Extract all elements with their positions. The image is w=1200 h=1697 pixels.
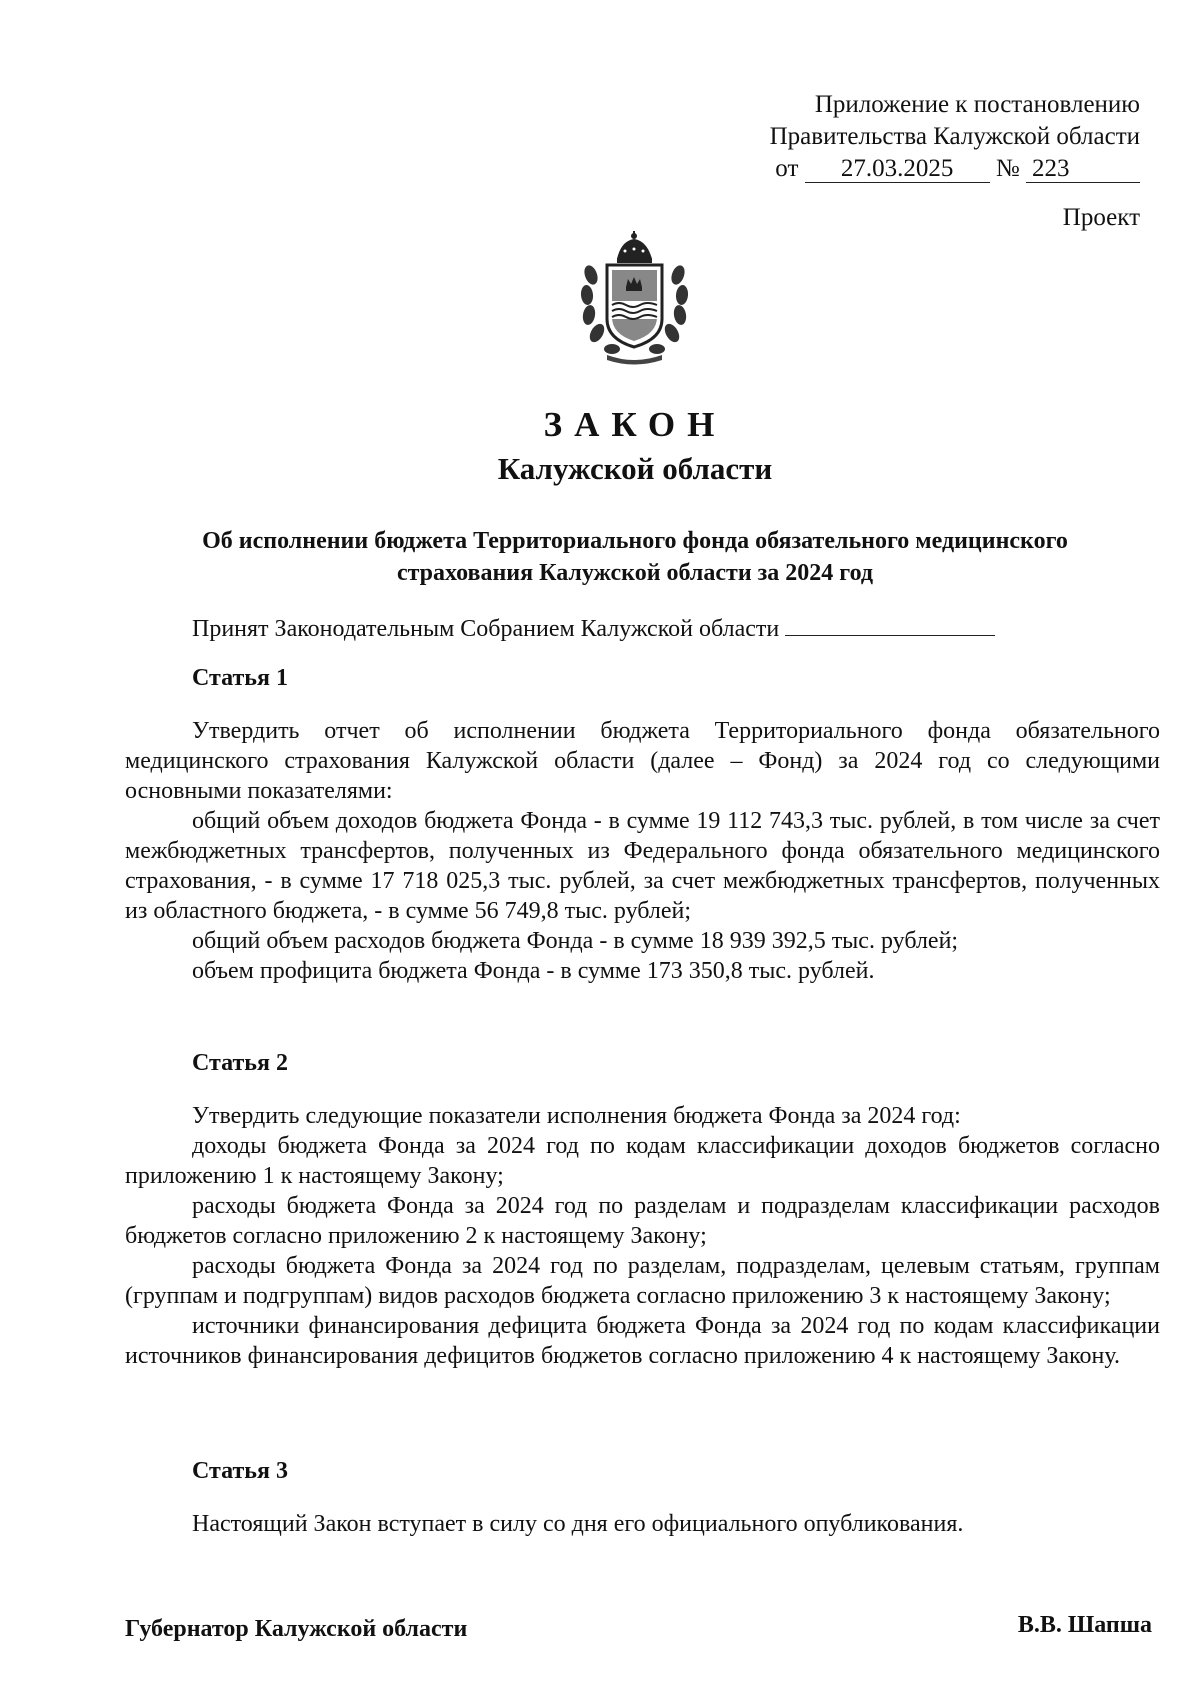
project-label: Проект — [1062, 204, 1140, 231]
article-1 — [125, 663, 1160, 986]
article-2-paragraph: расходы бюджета Фонда за 2024 год по разделам и подразделам классификации расходов бюджетов согласно приложению 2 к настоящему Закону; — [125, 1193, 1160, 1249]
adoption-text: Принят Законодательным Собранием Калужской области — [192, 616, 780, 642]
article-2-paragraph: расходы бюджета Фонда за 2024 год по разделам, подразделам, целевым статьям, группам (группам и подгруппам) видов расходов бюджета согласно приложению 3 к настоящему Закону; — [125, 1253, 1160, 1309]
resolution-number: 223 — [1026, 156, 1140, 183]
article-2-heading: Статья 2 — [192, 1050, 288, 1076]
article-3-paragraph: Настоящий Закон вступает в силу со дня его официального опубликования. — [192, 1511, 964, 1537]
article-2-paragraph: Утвердить следующие показатели исполнения бюджета Фонда за 2024 год: — [192, 1103, 961, 1129]
article-2-paragraph: источники финансирования дефицита бюджета Фонда за 2024 год по кодам классификации источников финансирования дефицитов бюджетов согласно приложению 4 к настоящему Закону. — [125, 1313, 1160, 1369]
article-3-heading: Статья 3 — [192, 1458, 288, 1484]
article-1-paragraph: общий объем расходов бюджета Фонда - в сумме 18 939 392,5 тыс. рублей; — [192, 928, 959, 954]
appendix-date-line — [770, 153, 1140, 185]
adoption-line — [192, 613, 995, 643]
article-1-paragraph: Утвердить отчет об исполнении бюджета Территориального фонда обязательного медицинского страхования Калужской области (далее – Фонд) за 2024 год со следующими основными показателями: — [125, 718, 1160, 804]
adoption-date-blank — [785, 613, 995, 636]
article-2 — [125, 1048, 1160, 1371]
date-prefix: от — [775, 155, 799, 182]
appendix-header — [770, 89, 1140, 185]
document-region: Калужской области — [497, 451, 773, 486]
law-subject: Об исполнении бюджета Территориального фонда обязательного медицинского страхования Калужской области за 2024 год — [202, 528, 1068, 586]
appendix-line-1: Приложение к постановлению — [814, 91, 1140, 118]
article-1-heading: Статья 1 — [192, 665, 288, 691]
governor-name: В.В. Шапша — [1017, 1612, 1152, 1638]
article-3 — [125, 1456, 1160, 1539]
kaluga-coat-of-arms-icon — [577, 231, 692, 365]
resolution-date: 27.03.2025 — [805, 156, 990, 183]
governor-title: Губернатор Калужской области — [125, 1616, 468, 1642]
document-title: ЗАКОН — [543, 405, 727, 444]
article-1-paragraph: общий объем доходов бюджета Фонда - в сумме 19 112 743,3 тыс. рублей, в том числе за счет межбюджетных трансфертов, полученных из Федерального фонда обязательного медицинского страхования, - в сумме 17 718 025,3 тыс. рублей, за счет межбюджетных трансфертов, полученных из областного бюджета, - в сумме 56 749,8 тыс. рублей; — [125, 808, 1160, 924]
article-1-paragraph: объем профицита бюджета Фонда - в сумме 173 350,8 тыс. рублей. — [192, 958, 875, 984]
number-prefix: № — [995, 155, 1020, 182]
appendix-line-2: Правительства Калужской области — [769, 123, 1140, 150]
article-2-paragraph: доходы бюджета Фонда за 2024 год по кодам классификации доходов бюджетов согласно приложению 1 к настоящему Закону; — [125, 1133, 1160, 1189]
